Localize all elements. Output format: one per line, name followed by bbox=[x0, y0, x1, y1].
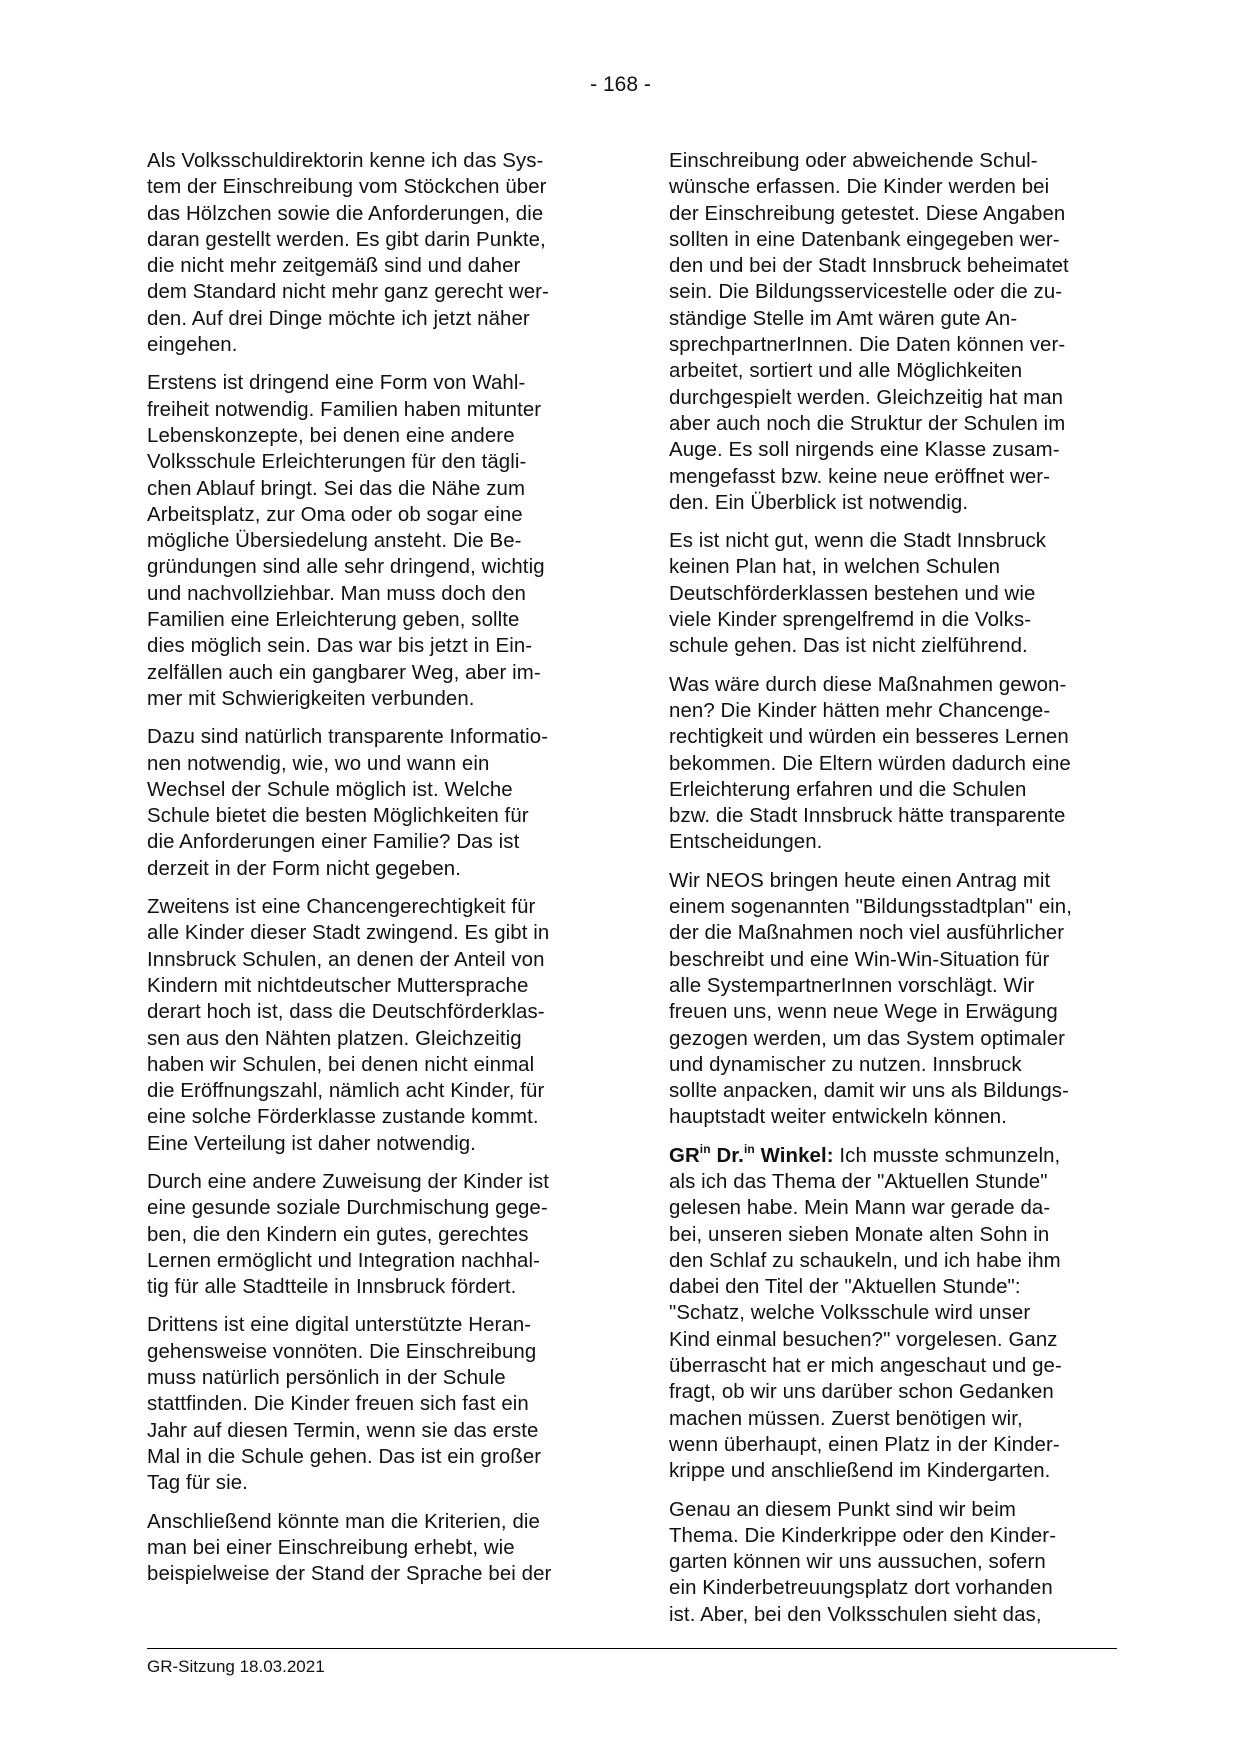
speaker-title-dr: Dr. bbox=[716, 1144, 744, 1167]
paragraph: Als Volksschuldirektorin kenne ich das Sys- tem der Einschreibung vom Stöckchen über das Hölzchen sowie die Anforderungen, die daran gestellt werden. Es gibt darin Punkte, die nicht mehr zeitgemäß sind und daher dem Standard nicht mehr ganz gerecht wer- den. Auf drei Dinge möchte ich jetzt näher eingehen. bbox=[147, 150, 549, 357]
paragraph: Genau an diesem Punkt sind wir beim Thema. Die Kinderkrippe oder den Kinder- garten können wir uns aussuchen, sofern ein Kinderbetreuungsplatz dort vorhanden ist. Aber, bei den Volksschulen sieht das, bbox=[669, 1498, 1057, 1626]
paragraph: Anschließend könnte man die Kriterien, die man bei einer Einschreibung erhebt, wie beispielweise der Stand der Sprache bei der bbox=[147, 1510, 552, 1586]
paragraph: Erstens ist dringend eine Form von Wahl- freiheit notwendig. Familien haben mitunter Lebenskonzepte, bei denen eine andere Volksschule Erleichterungen für den tägli- chen Ablauf bringt. Sei das die Nähe zum Arbeitsplatz, zur Oma oder ob sogar eine mögliche Übersiedelung ansteht. Die Be- gründungen sind alle sehr dringend, wichtig und nachvollziehbar. Man muss doch den Familien eine Erleichterung geben, sollte dies möglich sein. Das war bis jetzt in Ein- zelfällen auch ein gangbarer Weg, aber im- mer mit Schwierigkeiten verbunden. bbox=[147, 372, 545, 710]
paragraph: Einschreibung oder abweichende Schul- wünsche erfassen. Die Kinder werden bei der Einschreibung getestet. Diese Angaben sollten in eine Datenbank eingegeben wer- den und bei der Stadt Innsbruck beheimatet sein. Die Bildungsservicestelle oder die zu- ständige Stelle im Amt wären gute An- sprechpartnerInnen. Die Daten können ver- arbeitet, sortiert und alle Möglichkeiten durchgespielt werden. Gleichzeitig hat man aber auch noch die Struktur der Schulen im Auge. Es soll nirgends eine Klasse zusam- mengefasst bzw. keine neue eröffnet wer- den. Ein Überblick ist notwendig. bbox=[669, 150, 1069, 514]
paragraph: Zweitens ist eine Chancengerechtigkeit für alle Kinder dieser Stadt zwingend. Es gibt in Innsbruck Schulen, an denen der Anteil von Kindern mit nichtdeutscher Muttersprache derart hoch ist, dass die Deutschförderklas- sen aus den Nähten platzen. Gleichzeitig haben wir Schulen, bei denen nicht einmal die Eröffnungszahl, nämlich acht Kinder, für eine solche Förderklasse zustande kommt. Eine Verteilung ist daher notwendig. bbox=[147, 896, 550, 1155]
page-number: - 168 - bbox=[590, 73, 651, 96]
paragraph: Drittens ist eine digital unterstützte Heran- gehensweise vonnöten. Die Einschreibung muss natürlich persönlich in der Schule stattfinden. Die Kinder freuen sich fast ein Jahr auf diesen Termin, wenn sie das erste Mal in die Schule gehen. Das ist ein großer Tag für sie. bbox=[147, 1314, 542, 1495]
right-column bbox=[669, 148, 1115, 1628]
speaker-name bbox=[669, 1141, 834, 1167]
speaker-title-gr-sup: in bbox=[699, 1141, 711, 1156]
paragraph: Dazu sind natürlich transparente Informatio- nen notwendig, wie, wo und wann ein Wechsel der Schule möglich ist. Welche Schule bietet die besten Möglichkeiten für die Anforderungen einer Familie? Das ist derzeit in der Form nicht gegeben. bbox=[147, 726, 549, 880]
speaker-surname: Winkel: bbox=[760, 1144, 834, 1167]
speaker-text: Ich musste schmunzeln, als ich das Thema der "Aktuellen Stunde" gelesen habe. Mein Mann war gerade da- bei, unseren sieben Monate alten Sohn in den Schlaf zu schaukeln, und ich habe ihm dabei den Titel der "Aktuellen Stunde": "Schatz, welche Volksschule wird unser Kind einmal besuchen?" vorgelesen. Ganz überrascht hat er mich angeschaut und ge- fragt, ob wir uns darüber schon Gedanken machen müssen. Zuerst benötigen wir, wenn überhaupt, einen Platz in der Kinder- krippe und anschließend im Kindergarten. bbox=[669, 1144, 1062, 1483]
footer-divider bbox=[147, 1648, 1117, 1649]
footer-text: GR-Sitzung 18.03.2021 bbox=[147, 1657, 325, 1676]
speaker-paragraph bbox=[669, 1143, 1115, 1485]
speaker-title-dr-sup: in bbox=[743, 1141, 755, 1156]
left-column bbox=[147, 148, 593, 1587]
paragraph: Durch eine andere Zuweisung der Kinder ist eine gesunde soziale Durchmischung gege- ben, die den Kindern ein gutes, gerechtes Lernen ermöglicht und Integration nachhal- tig für alle Stadtteile in Innsbruck fördert. bbox=[147, 1170, 550, 1299]
paragraph: Es ist nicht gut, wenn die Stadt Innsbruck keinen Plan hat, in welchen Schulen Deutschförderklassen bestehen und wie viele Kinder sprengelfremd in die Volks- schule gehen. Das ist nicht zielführend. bbox=[669, 530, 1047, 658]
paragraph: Wir NEOS bringen heute einen Antrag mit einem sogenannten "Bildungsstadtplan" ein, der die Maßnahmen noch viel ausführlicher beschreibt und eine Win-Win-Situation für alle SystempartnerInnen vorschlägt. Wir freuen uns, wenn neue Wege in Erwägung gezogen werden, um das System optimaler und dynamischer zu nutzen. Innsbruck sollte anpacken, damit wir uns als Bildungs- hauptstadt weiter entwickeln können. bbox=[669, 869, 1072, 1129]
paragraph: Was wäre durch diese Maßnahmen gewon- nen? Die Kinder hätten mehr Chancenge- rechtigkeit und würden ein besseres Lernen bekommen. Die Eltern würden dadurch eine Erleichterung erfahren und die Schulen bzw. die Stadt Innsbruck hätte transparente Entscheidungen. bbox=[669, 673, 1071, 854]
speaker-title-gr: GR bbox=[669, 1144, 700, 1167]
